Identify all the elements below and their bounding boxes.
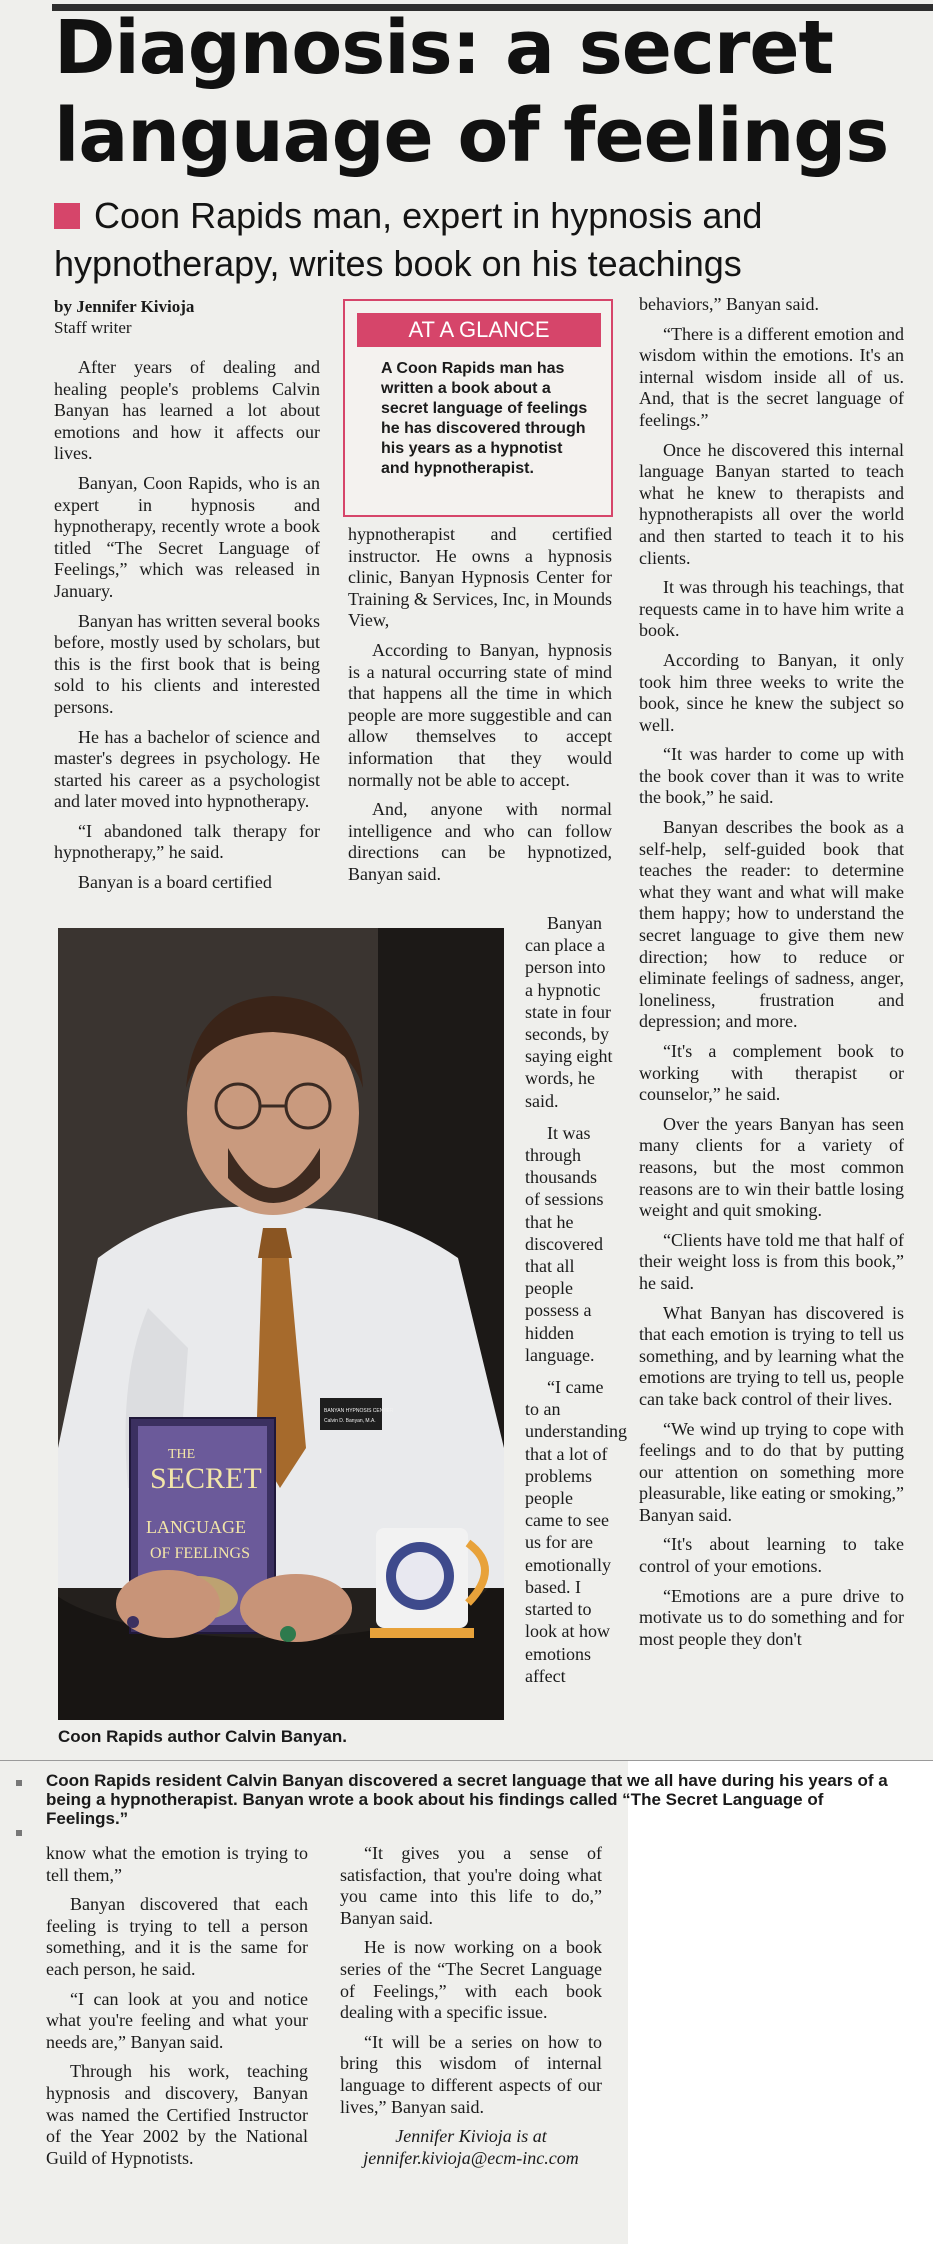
byline-name: by Jennifer Kivioja xyxy=(54,297,195,316)
paragraph: He has a bachelor of science and master's degrees in psychology. He started his career as a psychologist and later moved into hypnotherapy. xyxy=(54,726,320,812)
square-bullet-icon xyxy=(54,203,80,229)
name-badge-line-2: Calvin D. Banyan, M.A. xyxy=(324,1418,376,1424)
article-column-1 xyxy=(54,357,320,894)
paragraph: hypnotherapist and certified instructor. He owns a hypnosis clinic, Banyan Hypnosis Center for Training & Services, Inc, in Mounds View, xyxy=(348,524,612,631)
author-signoff: Jennifer Kivioja is at jennifer.kivioja@ecm-inc.com xyxy=(363,2126,579,2168)
article-column-2-wrap xyxy=(525,912,627,1687)
paragraph: What Banyan has discovered is that each emotion is trying to tell us something, and by learning what the emotions are trying to tell us, people can take back control of their lives. xyxy=(639,1302,904,1409)
paragraph: “Clients have told me that half of their weight loss is from this book,” he said. xyxy=(639,1229,904,1293)
paragraph: “There is a different emotion and wisdom within the emotions. It's an internal wisdom inside all of us. And, that is the secret language of feelings.” xyxy=(639,323,904,430)
continuation-column-1 xyxy=(46,1843,308,2169)
paragraph: According to Banyan, hypnosis is a natural occurring state of mind that happens all the time in which people are more suggestible and can allow themselves to accept information that they would normally not be able to accept. xyxy=(348,639,612,790)
paragraph: “I can look at you and notice what you're feeling and what your needs are,” Banyan said. xyxy=(46,1988,308,2052)
paragraph: “It's about learning to take control of your emotions. xyxy=(639,1534,904,1577)
author-photo xyxy=(58,928,504,1720)
paragraph: “It's a complement book to working with therapist or counselor,” he said. xyxy=(639,1041,904,1105)
paragraph: He is now working on a book series of the “The Secret Language of Feelings,” with each book dealing with a specific issue. xyxy=(340,1937,602,2023)
paragraph: And, anyone with normal intelligence and who can follow directions can be hypnotized, Banyan said. xyxy=(348,799,612,884)
paragraph: Once he discovered this internal language Banyan started to teach what he knew to therapists and hypnotherapists all over the world and then started to teach it to his clients. xyxy=(639,439,904,568)
article-column-3 xyxy=(639,294,904,1650)
paragraph: “I came to an understanding that a lot of problems people came to see us for are emotionally based. I started to look at how emotions affect xyxy=(525,1377,627,1686)
paragraph: Banyan discovered that each feeling is trying to tell a person something, and it is the same for each person, he said. xyxy=(46,1894,308,1979)
at-a-glance-box xyxy=(343,299,613,517)
at-a-glance-header: AT A GLANCE xyxy=(357,313,601,347)
author-photo-illustration xyxy=(58,928,504,1720)
paragraph: It was through thousands of sessions that he discovered that all people possess a hidden language. xyxy=(525,1122,604,1365)
byline-role: Staff writer xyxy=(54,318,132,337)
paragraph: “It gives you a sense of satisfaction, that you're doing what you came into this life to do,” Banyan said. xyxy=(340,1843,602,1928)
paragraph: It was through his teachings, that requests came in to have him write a book. xyxy=(639,577,904,641)
paragraph: Banyan has written several books before, mostly used by scholars, but this is the first book that is being sold to his clients and interested persons. xyxy=(54,610,320,717)
name-badge-line-1: BANYAN HYPNOSIS CENTER xyxy=(324,1408,394,1414)
paragraph: Banyan, Coon Rapids, who is an expert in hypnosis and hypnotherapy, recently wrote a book titled “The Secret Language of Feelings,” which was released in January. xyxy=(54,472,320,601)
book-title-line-4: OF FEELINGS xyxy=(150,1545,251,1562)
section-rule xyxy=(0,1760,933,1761)
article-column-2 xyxy=(348,524,612,886)
deck xyxy=(54,192,924,288)
continuation-column-2 xyxy=(340,1843,602,2169)
paragraph: Banyan is a board certified xyxy=(78,872,272,893)
paragraph: “It will be a series on how to bring this wisdom of internal language to different aspects of our lives,” Banyan said. xyxy=(340,2031,602,2117)
paragraph: Banyan can place a person into a hypnotic state in four seconds, by saying eight words, he said. xyxy=(525,913,613,1111)
photo-caption: Coon Rapids author Calvin Banyan. xyxy=(58,1727,348,1746)
headline: Diagnosis: a secret language of feelings xyxy=(54,5,889,179)
book-title-line-2: SECRET xyxy=(150,1462,262,1495)
byline xyxy=(54,296,194,338)
paragraph: “It was harder to come up with the book cover than it was to write the book,” he said. xyxy=(639,744,904,808)
paragraph: Through his work, teaching hypnosis and discovery, Banyan was named the Certified Instructor of the Year 2002 by the National Guild of Hypnotists. xyxy=(46,2061,308,2168)
photo-cutline: Coon Rapids resident Calvin Banyan discovered a secret language that we all have during his years of a being a hypnotherapist. Banyan wrote a book about his findings called “The Secret Language of Feelings.” xyxy=(46,1771,888,1828)
paragraph: behaviors,” Banyan said. xyxy=(639,294,819,314)
paragraph: “We wind up trying to cope with feelings and to do that by putting our attention on something more pleasurable, like eating or smoking,” Banyan said. xyxy=(639,1418,904,1525)
paragraph: Banyan describes the book as a self-help, self-guided book that teaches the reader: to determine what they want and what will make them happy; how to understand the secret language to give them new direction; how to reduce or eliminate feelings of sadness, anger, loneliness, frustration and depression; and more. xyxy=(639,817,904,1032)
book-title-line-3: LANGUAGE xyxy=(146,1517,246,1537)
paragraph: After years of dealing and healing people's problems Calvin Banyan has learned a lot about emotions and how it affects our lives. xyxy=(54,357,320,464)
scan-mark xyxy=(16,1830,22,1836)
deck-text: Coon Rapids man, expert in hypnosis and hypnotherapy, writes book on his teachings xyxy=(54,195,763,284)
scan-mark xyxy=(16,1780,22,1786)
paragraph: “Emotions are a pure drive to motivate us to do something and for most people they don't xyxy=(639,1585,904,1649)
paragraph: “I abandoned talk therapy for hypnotherapy,” he said. xyxy=(54,820,320,863)
paragraph: know what the emotion is trying to tell them,” xyxy=(46,1843,308,1885)
book-title-line-1: THE xyxy=(168,1447,196,1462)
at-a-glance-text: A Coon Rapids man has written a book about a secret language of feelings he has discovered through his years as a hypnotist and hypnotherapist. xyxy=(381,360,588,477)
paragraph: Over the years Banyan has seen many clients for a variety of reasons, but the most common reasons are to win their battle losing weight and quit smoking. xyxy=(639,1113,904,1221)
paragraph: According to Banyan, it only took him three weeks to write the book, since he knew the subject so well. xyxy=(639,649,904,735)
